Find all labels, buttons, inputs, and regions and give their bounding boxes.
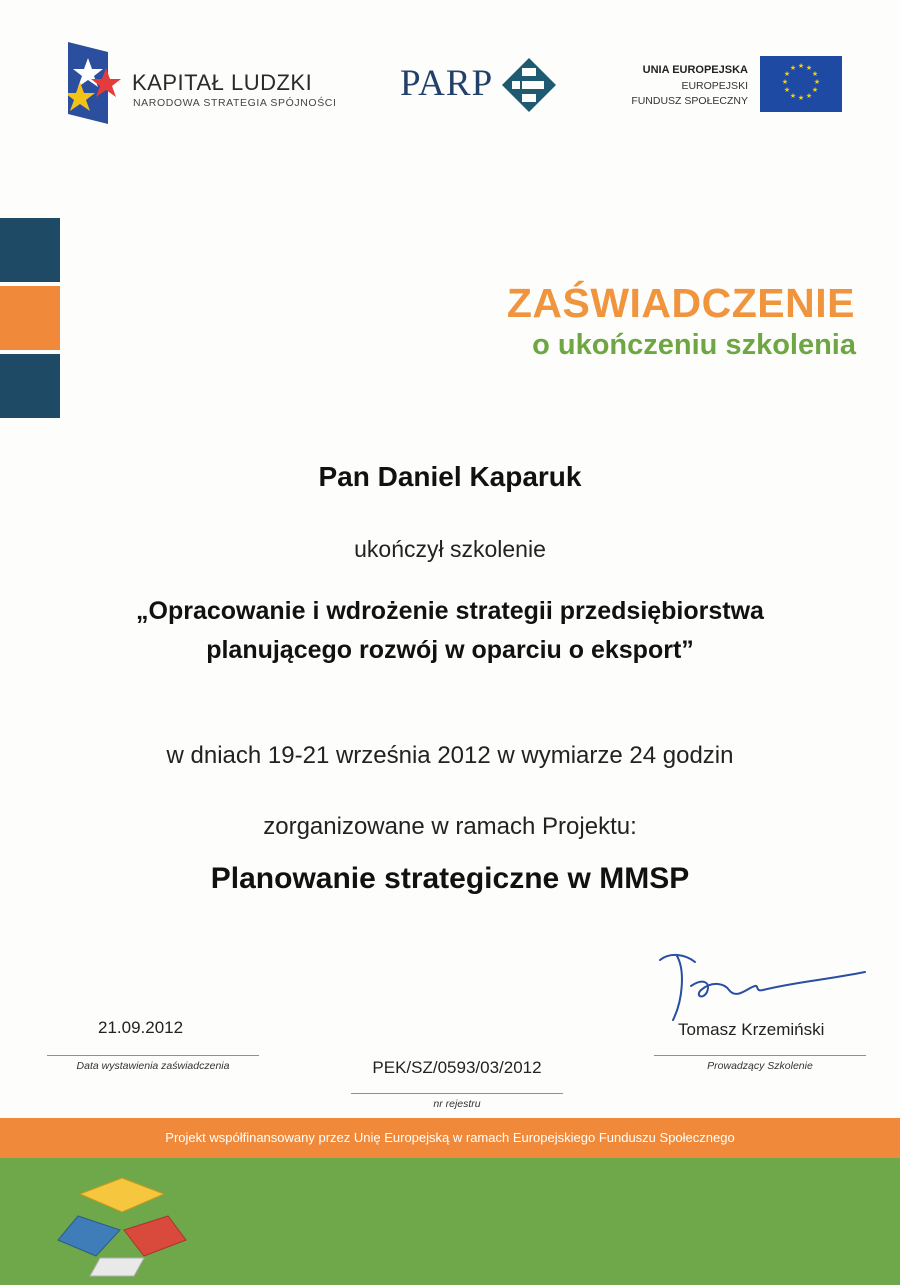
svg-text:★: ★ xyxy=(813,78,821,86)
svg-text:★: ★ xyxy=(789,92,797,100)
certificate-subtitle: o ukończeniu szkolenia xyxy=(532,329,856,361)
kapital-ludzki-logo xyxy=(68,42,337,126)
svg-text:★: ★ xyxy=(797,94,805,102)
certificate-title: ZAŚWIADCZENIE xyxy=(506,280,855,326)
issue-date-caption: Data wystawienia zaświadczenia xyxy=(76,1060,230,1072)
trainer-name: Tomasz Krzemiński xyxy=(678,1020,825,1039)
eu-flag-icon xyxy=(760,56,842,112)
eu-text-european: EUROPEJSKI xyxy=(681,80,748,92)
orange-square xyxy=(0,286,60,350)
trainer-caption: Prowadzący Szkolenie xyxy=(707,1060,813,1072)
eu-logo xyxy=(620,56,844,114)
issue-date-line xyxy=(47,1055,259,1056)
cofinancing-text: Projekt współfinansowany przez Unię Europejską w ramach Europejskiego Funduszu Społecznego xyxy=(165,1130,735,1145)
svg-text:★: ★ xyxy=(811,86,819,94)
svg-text:★: ★ xyxy=(805,64,813,72)
trainer-line xyxy=(654,1055,866,1056)
course-title-line-1: „Opracowanie i wdrożenie strategii przedsiębiorstwa xyxy=(136,597,764,625)
registry-line xyxy=(351,1093,563,1094)
course-title-line-2: planującego rozwój w oparciu o eksport” xyxy=(206,636,694,664)
project-name: Planowanie strategiczne w MMSP xyxy=(210,862,690,895)
parp-logo xyxy=(400,56,560,116)
svg-text:★: ★ xyxy=(783,70,791,78)
kapital-ludzki-subtitle: NARODOWA STRATEGIA SPÓJNOŚCI xyxy=(133,97,337,109)
svg-text:★: ★ xyxy=(783,86,791,94)
svg-text:★: ★ xyxy=(797,62,805,70)
kapital-ludzki-title: KAPITAŁ LUDZKI xyxy=(132,70,313,95)
svg-text:★: ★ xyxy=(789,64,797,72)
parp-text: PARP xyxy=(400,63,494,104)
kapital-ludzki-stars-icon xyxy=(68,42,122,124)
svg-text:★: ★ xyxy=(811,70,819,78)
eu-text-union: UNIA EUROPEJSKA xyxy=(642,64,748,76)
organized-text: zorganizowane w ramach Projektu: xyxy=(263,813,637,840)
registry-number: PEK/SZ/0593/03/2012 xyxy=(372,1058,542,1077)
training-dates: w dniach 19-21 września 2012 w wymiarze 24 godzin xyxy=(166,742,734,769)
parp-diamond-icon xyxy=(500,56,558,114)
completed-text: ukończył szkolenie xyxy=(354,536,546,562)
navy-square-bottom xyxy=(0,354,60,418)
svg-text:★: ★ xyxy=(781,78,789,86)
trainer-signature xyxy=(655,950,870,1022)
navy-square-top xyxy=(0,218,60,282)
issue-date: 21.09.2012 xyxy=(98,1018,184,1037)
svg-text:★: ★ xyxy=(805,92,813,100)
registry-caption: nr rejestru xyxy=(433,1098,481,1110)
eu-text-fund: FUNDUSZ SPOŁECZNY xyxy=(631,95,748,107)
puzzle-logo-icon xyxy=(52,1172,192,1280)
recipient-name: Pan Daniel Kaparuk xyxy=(318,461,582,492)
